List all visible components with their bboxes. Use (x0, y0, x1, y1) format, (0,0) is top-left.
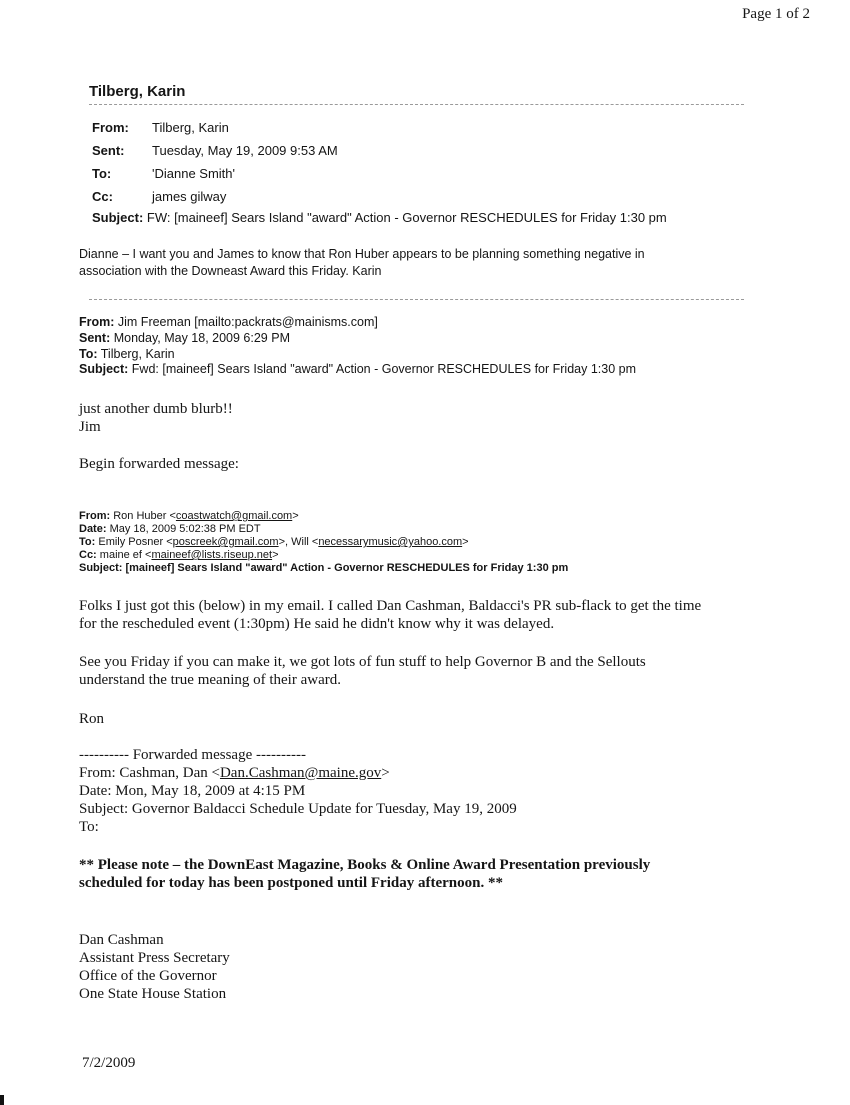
postponement-notice: ** Please note – the DownEast Magazine, Books & Online Award Presentation previously scheduled for today has been postponed until Friday afternoon. ** (79, 857, 651, 891)
header-from-value: Tilberg, Karin (152, 120, 229, 135)
jim-message: just another dumb blurb!! Jim (79, 401, 233, 435)
email-link[interactable]: Dan.Cashman@maine.gov (219, 765, 382, 781)
ron-paragraph-1: Folks I just got this (below) in my email. I called Dan Cashman, Baldacci's PR sub-flack to get the time for the rescheduled event (1:30pm) He said he didn't know why it was delayed. (79, 598, 702, 632)
email-link[interactable]: maineef@lists.riseup.net (151, 549, 273, 561)
karin-note: Dianne – I want you and James to know that Ron Huber appears to be planning something negative in association with the Downeast Award this Friday. Karin (79, 247, 645, 278)
fwd2-from: From: Ron Huber <coastwatch@gmail.com> (79, 510, 299, 522)
header-cc: Cc: james gilway (92, 189, 227, 204)
header-sent: Sent: Tuesday, May 19, 2009 9:53 AM (92, 143, 338, 158)
page-number: Page 1 of 2 (742, 6, 810, 22)
scan-mark (0, 1095, 4, 1105)
orig-from: From: Cashman, Dan <Dan.Cashman@maine.gov> (79, 765, 390, 781)
forward-divider (89, 299, 744, 300)
fwd1-from: From: Jim Freeman [mailto:packrats@mainisms.com] (79, 315, 378, 329)
header-subject: Subject: FW: [maineef] Sears Island "award" Action - Governor RESCHEDULES for Friday 1:30 pm (92, 210, 667, 225)
header-cc-value: james gilway (152, 189, 227, 204)
email-link[interactable]: necessarymusic@yahoo.com (318, 536, 463, 548)
ron-paragraph-2: See you Friday if you can make it, we got lots of fun stuff to help Governor B and the Sellouts understand the true meaning of their award. (79, 654, 646, 688)
header-from: From: Tilberg, Karin (92, 120, 229, 135)
fwd1-to: To: Tilberg, Karin (79, 347, 175, 361)
fwd2-subject: Subject: [maineef] Sears Island "award" Action - Governor RESCHEDULES for Friday 1:30 pm (79, 562, 569, 574)
fwd2-cc: Cc: maine ef <maineef@lists.riseup.net> (79, 549, 279, 561)
orig-subject: Subject: Governor Baldacci Schedule Update for Tuesday, May 19, 2009 (79, 801, 517, 817)
fwd2-to: To: Emily Posner <poscreek@gmail.com>, Will <necessarymusic@yahoo.com> (79, 536, 469, 548)
email-link[interactable]: coastwatch@gmail.com (175, 510, 293, 522)
print-date: 7/2/2009 (82, 1055, 136, 1071)
fwd2-date: Date: May 18, 2009 5:02:38 PM EDT (79, 523, 261, 535)
header-sent-value: Tuesday, May 19, 2009 9:53 AM (152, 143, 338, 158)
email-link[interactable]: poscreek@gmail.com (172, 536, 279, 548)
mailbox-owner-title: Tilberg, Karin (89, 83, 186, 100)
title-divider (89, 104, 744, 105)
fwd1-sent: Sent: Monday, May 18, 2009 6:29 PM (79, 331, 290, 345)
fwd1-subject: Subject: Fwd: [maineef] Sears Island "award" Action - Governor RESCHEDULES for Friday 1:30 pm (79, 362, 636, 376)
cashman-signature: Dan Cashman Assistant Press Secretary Office of the Governor One State House Station (79, 932, 230, 1002)
header-to: To: 'Dianne Smith' (92, 166, 236, 181)
header-to-value: 'Dianne Smith' (152, 166, 236, 181)
orig-date: Date: Mon, May 18, 2009 at 4:15 PM (79, 783, 306, 799)
forwarded-divider-text: ---------- Forwarded message ---------- (79, 747, 306, 763)
header-subject-value: FW: [maineef] Sears Island "award" Action - Governor RESCHEDULES for Friday 1:30 pm (146, 210, 667, 225)
ron-signature: Ron (79, 711, 105, 727)
orig-to: To: (79, 819, 99, 835)
begin-forwarded: Begin forwarded message: (79, 456, 239, 472)
